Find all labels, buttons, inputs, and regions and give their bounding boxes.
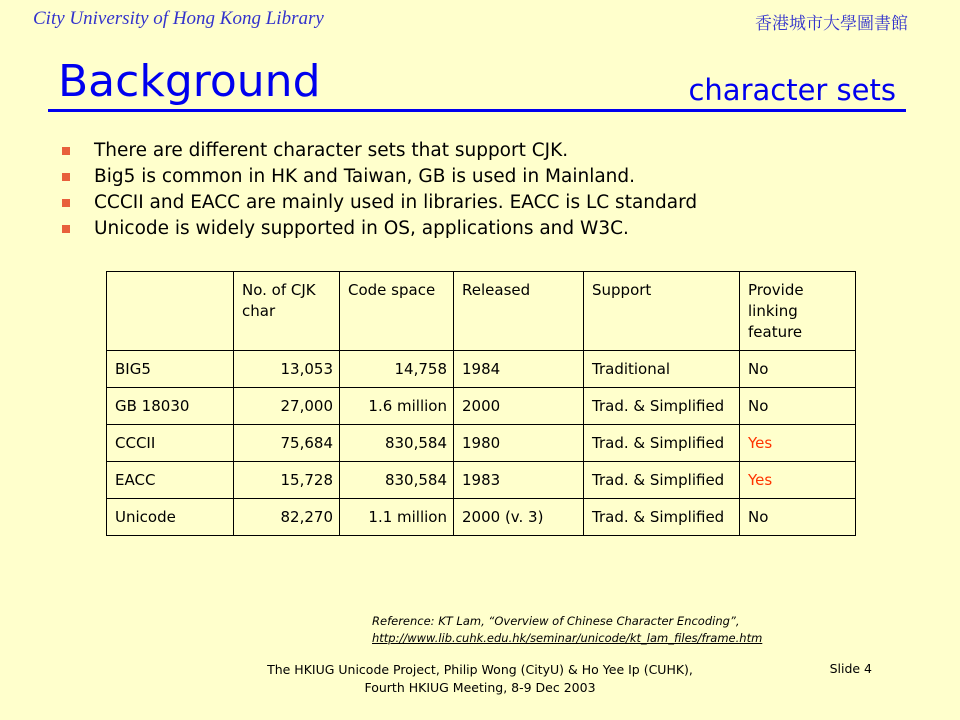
table-cell: 82,270	[234, 499, 340, 536]
header-library-name-chinese: 香港城市大學圖書館	[755, 14, 908, 34]
bullet-text: Big5 is common in HK and Taiwan, GB is used in Mainland.	[94, 166, 636, 187]
bullet-square-icon	[62, 147, 70, 155]
footer-line-1: The HKIUG Unicode Project, Philip Wong (CityU) & Ho Yee Ip (CUHK),	[267, 662, 693, 677]
slide-subtitle: character sets	[688, 73, 896, 107]
bullet-item	[62, 139, 697, 165]
slide-number: Slide 4	[829, 661, 872, 676]
table-cell: Trad. & Simplified	[584, 462, 740, 499]
table-cell: 2000	[454, 388, 584, 425]
bullet-square-icon	[62, 199, 70, 207]
table-cell: 15,728	[234, 462, 340, 499]
table-cell: GB 18030	[107, 388, 234, 425]
header-cell: Support	[584, 272, 740, 351]
table-cell: Unicode	[107, 499, 234, 536]
footer-line-2: Fourth HKIUG Meeting, 8-9 Dec 2003	[364, 680, 596, 695]
table-cell: 14,758	[340, 351, 454, 388]
table-cell: 2000 (v. 3)	[454, 499, 584, 536]
header-cell: No. of CJK char	[234, 272, 340, 351]
table-cell: 13,053	[234, 351, 340, 388]
bullet-item	[62, 165, 697, 191]
header-cell: Code space	[340, 272, 454, 351]
bullet-square-icon	[62, 173, 70, 181]
reference-text: Reference: KT Lam, “Overview of Chinese Character Encoding”,	[372, 614, 740, 628]
table-cell: 830,584	[340, 425, 454, 462]
table-row	[107, 351, 856, 388]
bullet-text: Unicode is widely supported in OS, applications and W3C.	[94, 218, 629, 239]
reference-note	[372, 613, 762, 647]
reference-link[interactable]: http://www.lib.cuhk.edu.hk/seminar/unicode/kt_lam_files/frame.htm	[372, 631, 763, 645]
table-cell: BIG5	[107, 351, 234, 388]
header-cell: Provide linking feature	[740, 272, 856, 351]
header-cell: Released	[454, 272, 584, 351]
bullet-list	[62, 139, 697, 243]
bullet-text: There are different character sets that support CJK.	[94, 140, 569, 161]
table-row	[107, 388, 856, 425]
header-cell	[107, 272, 234, 351]
footer	[0, 661, 960, 697]
table-cell: 27,000	[234, 388, 340, 425]
title-underline	[48, 109, 906, 112]
table-cell: Trad. & Simplified	[584, 388, 740, 425]
table-cell: No	[740, 351, 856, 388]
table-cell: CCCII	[107, 425, 234, 462]
table-cell: Yes	[740, 425, 856, 462]
table-cell: 1.1 million	[340, 499, 454, 536]
table-row	[107, 462, 856, 499]
table-cell: 1983	[454, 462, 584, 499]
table-cell: 830,584	[340, 462, 454, 499]
table-cell: Yes	[740, 462, 856, 499]
table-cell: 75,684	[234, 425, 340, 462]
table-header-row	[107, 272, 856, 351]
table-cell: 1984	[454, 351, 584, 388]
character-set-table	[106, 271, 856, 536]
bullet-item	[62, 191, 697, 217]
table-row	[107, 499, 856, 536]
table-cell: Traditional	[584, 351, 740, 388]
slide-title: Background	[58, 56, 321, 107]
table-cell: Trad. & Simplified	[584, 499, 740, 536]
table-cell: No	[740, 499, 856, 536]
table-row	[107, 425, 856, 462]
bullet-text: CCCII and EACC are mainly used in libraries. EACC is LC standard	[94, 192, 698, 213]
table-cell: Trad. & Simplified	[584, 425, 740, 462]
header-library-name: City University of Hong Kong Library	[33, 8, 324, 29]
table-cell: EACC	[107, 462, 234, 499]
bullet-square-icon	[62, 225, 70, 233]
table-cell: 1.6 million	[340, 388, 454, 425]
table-cell: No	[740, 388, 856, 425]
table-cell: 1980	[454, 425, 584, 462]
bullet-item	[62, 217, 697, 243]
